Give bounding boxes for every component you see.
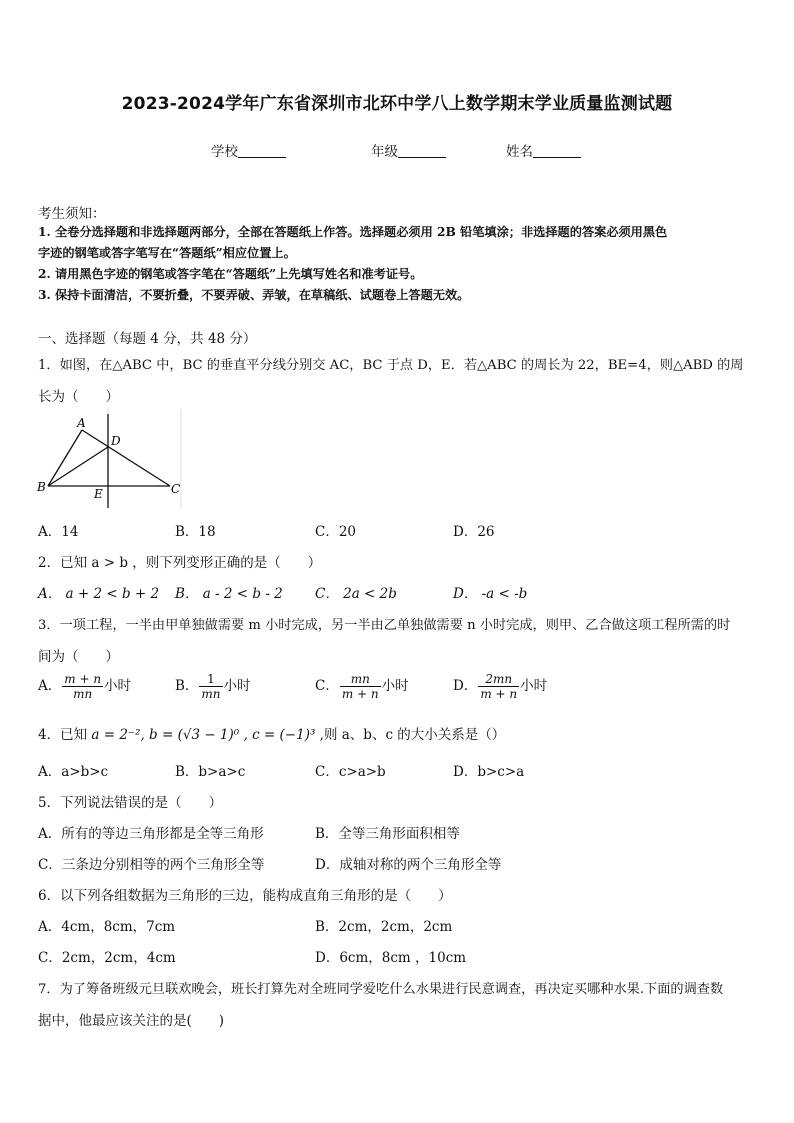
grade-label: 年级 <box>371 144 398 160</box>
label-E: E <box>94 487 103 501</box>
q1-option-d[interactable]: D．26 <box>453 524 495 540</box>
q3-option-a-fraction <box>62 672 103 701</box>
page-title: 2023-2024学年广东省深圳市北环中学八上数学期末学业质量监测试题 <box>121 94 673 114</box>
grade-field <box>371 140 446 160</box>
name-label: 姓名 <box>506 144 533 160</box>
grade-blank[interactable] <box>398 145 446 158</box>
fraction-numerator: 1 <box>199 672 222 687</box>
q2-option-b[interactable]: B． a - 2 < b - 2 <box>175 586 283 602</box>
fraction-numerator: m + n <box>64 672 102 686</box>
notice-item-1a: 1. 全卷分选择题和非选择题两部分，全部在答题纸上作答。选择题必须用 2B 铅笔填涂；非选择题的答案必须用黑色 <box>38 225 668 239</box>
q1-option-a[interactable]: A．14 <box>38 524 79 540</box>
q6-option-c[interactable]: C．2cm，2cm，4cm <box>38 950 176 966</box>
label-D: D <box>111 434 121 448</box>
q3-option-c-label: C． <box>315 678 339 694</box>
fraction-denominator: mn <box>73 687 93 701</box>
q1-option-b[interactable]: B．18 <box>175 524 216 540</box>
label-C: C <box>171 482 181 496</box>
fraction-denominator: m + n <box>341 687 379 701</box>
q4-stem-pre: 4．已知 <box>38 727 88 743</box>
q2-option-a[interactable]: A． a + 2 < b + 2 <box>38 586 160 602</box>
q7-stem-line1: 7．为了筹备班级元旦联欢晚会，班长打算先对全班同学爱吃什么水果进行民意调查，再决定买哪种水果.下面的调查数 <box>38 982 724 997</box>
label-B: B <box>37 480 46 494</box>
q4-option-a[interactable]: A．a>b>c <box>38 764 109 780</box>
fraction-denominator: m + n <box>480 687 518 701</box>
notice-heading: 考生须知： <box>38 206 106 222</box>
q5-option-c[interactable]: C．三条边分别相等的两个三角形全等 <box>38 857 265 873</box>
q3-option-b[interactable] <box>175 672 251 701</box>
section-heading: 一、选择题（每题 4 分，共 48 分） <box>38 331 257 347</box>
q3-option-b-unit: 小时 <box>223 678 251 694</box>
q3-option-a[interactable] <box>38 672 131 701</box>
q7-stem-line2: 据中，他最应该关注的是( ) <box>38 1013 225 1029</box>
q1-stem-line2: 长为（ ） <box>38 389 119 405</box>
q3-option-c[interactable] <box>315 672 409 701</box>
q3-option-a-unit: 小时 <box>104 678 132 694</box>
q5-option-a[interactable]: A．所有的等边三角形都是全等三角形 <box>38 826 264 842</box>
triangle-figure <box>36 408 182 508</box>
notice-item-2: 2. 请用黑色字迹的钢笔或答字笔在“答题纸”上先填写姓名和准考证号。 <box>38 267 423 281</box>
q3-option-b-fraction <box>199 672 222 701</box>
q4-stem-post: ,则 a、b、c 的大小关系是（） <box>319 727 506 743</box>
q4-expression: a = 2⁻², b = (√3 − 1)⁰ , c = (−1)³ <box>91 727 316 743</box>
q3-option-d[interactable] <box>453 672 547 701</box>
q3-option-d-label: D． <box>453 678 478 694</box>
q2-option-c[interactable]: C． 2a < 2b <box>315 586 397 602</box>
fraction-numerator: mn <box>340 672 381 687</box>
q3-option-d-unit: 小时 <box>520 678 548 694</box>
school-field <box>211 140 286 160</box>
fraction-denominator: mn <box>201 687 221 701</box>
label-A: A <box>77 416 86 430</box>
q1-option-c[interactable]: C．20 <box>315 524 357 540</box>
school-blank[interactable] <box>238 145 286 158</box>
q5-stem: 5．下列说法错误的是（ ） <box>38 795 223 811</box>
q3-option-c-unit: 小时 <box>381 678 409 694</box>
q3-option-d-fraction <box>478 672 519 701</box>
name-field <box>506 140 581 160</box>
q3-option-c-fraction <box>340 672 381 701</box>
school-label: 学校 <box>211 144 238 160</box>
q4-option-b[interactable]: B．b>a>c <box>175 764 246 780</box>
q2-stem: 2．已知 a > b ，则下列变形正确的是（ ） <box>38 555 322 571</box>
name-blank[interactable] <box>533 145 581 158</box>
q3-option-b-label: B． <box>175 678 199 694</box>
notice-item-1b: 字迹的钢笔或答字笔写在“答题纸”相应位置上。 <box>38 246 296 260</box>
q3-stem-line1: 3．一项工程，一半由甲单独做需要 m 小时完成，另一半由乙单独做需要 n 小时完成，则甲、乙合做这项工程所需的时 <box>38 618 731 633</box>
q4-stem <box>38 723 505 743</box>
q5-option-d[interactable]: D．成轴对称的两个三角形全等 <box>315 857 502 873</box>
q5-option-b[interactable]: B．全等三角形面积相等 <box>315 826 460 842</box>
q6-option-b[interactable]: B．2cm，2cm，2cm <box>315 919 453 935</box>
q3-option-a-label: A． <box>38 678 62 694</box>
notice-item-3: 3. 保持卡面清洁，不要折叠，不要弄破、弄皱，在草稿纸、试题卷上答题无效。 <box>38 288 470 302</box>
q6-stem: 6．以下列各组数据为三角形的三边，能构成直角三角形的是（ ） <box>38 888 452 904</box>
q6-option-d[interactable]: D．6cm，8cm ，10cm <box>315 950 467 966</box>
q4-option-d[interactable]: D．b>c>a <box>453 764 525 780</box>
q2-option-d[interactable]: D． -a < -b <box>453 586 528 602</box>
q1-stem-line1: 1．如图，在△ABC 中，BC 的垂直平分线分别交 AC，BC 于点 D，E．若△ABC 的周长为 22，BE=4，则△ABD 的周 <box>38 358 744 373</box>
q6-option-a[interactable]: A．4cm，8cm，7cm <box>38 919 176 935</box>
q4-option-c[interactable]: C．c>a>b <box>315 764 386 780</box>
fraction-numerator: 2mn <box>478 672 519 687</box>
q3-stem-line2: 间为（ ） <box>38 649 119 665</box>
